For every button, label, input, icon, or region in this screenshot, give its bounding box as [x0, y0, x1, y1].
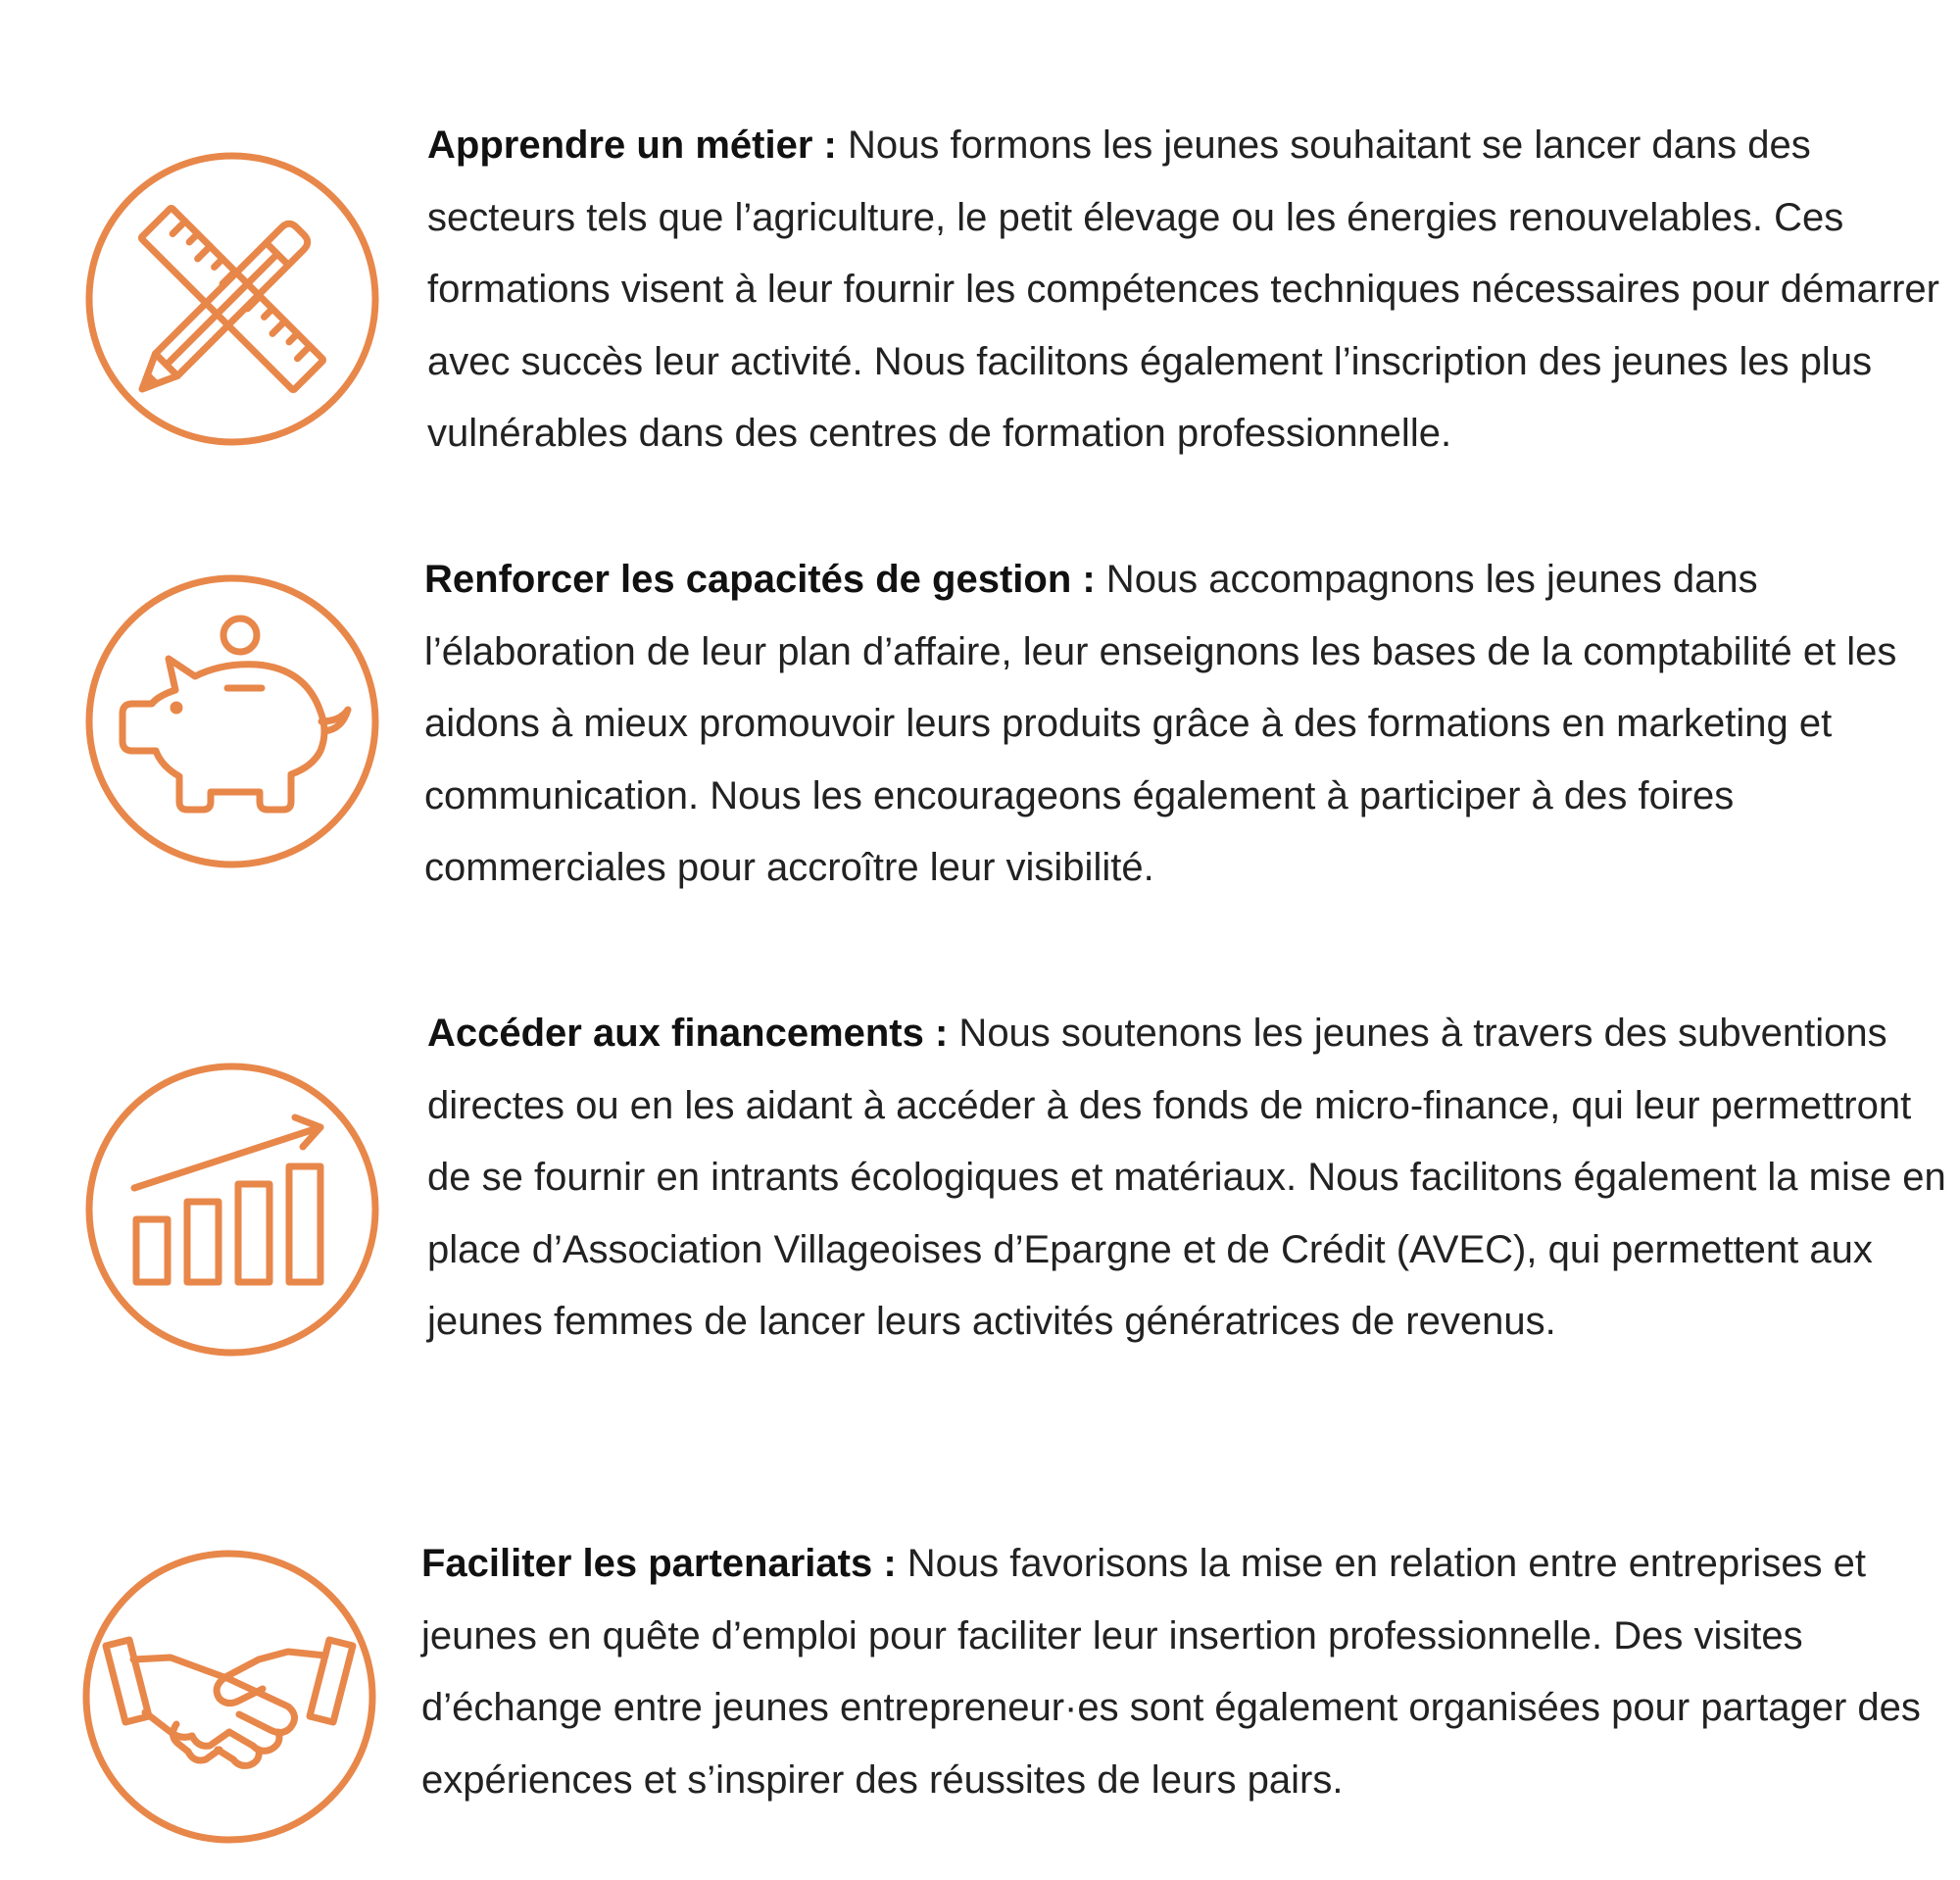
service-body: Nous soutenons les jeunes à travers des subventions directes ou en les aidant à accéder à des fonds de micro-finance, qui leur permettront de se fournir en intrants écologiques et matériaux. Nous facilitons également la mise en place d’Association Villageoises d’Epargne et de Crédit (AVEC), qui permettent aux jeunes femmes de lancer leurs activités génératrices de revenus. [427, 1012, 1946, 1343]
service-body: Nous formons les jeunes souhaitant se lancer dans des secteurs tels que l’agriculture, le petit élevage ou les énergies renouvelables. Ces formations visent à leur fournir les compétences techniques nécessaires pour démarrer avec succès leur activité. Nous facilitons également l’inscription des jeunes les plus vulnérables dans des centres de formation professionnelle. [427, 124, 1939, 455]
service-body: Nous accompagnons les jeunes dans l’élaboration de leur plan d’affaire, leur enseignons les bases de la comptabilité et les aidons à mieux promouvoir leurs produits grâce à des formations en marketing et communication. Nous les encourageons également à participer à des foires commerciales pour accroître leur visibilité. [424, 558, 1897, 889]
piggy-bank-icon [85, 574, 379, 868]
service-text-gestion [424, 544, 1956, 905]
growth-chart-icon [85, 1063, 379, 1357]
service-text-partenariats [421, 1528, 1956, 1816]
service-title: Renforcer les capacités de gestion : [424, 558, 1096, 601]
service-body: Nous favorisons la mise en relation entre entreprises et jeunes en quête d’emploi pour faciliter leur insertion professionnelle. Des visites d’échange entre jeunes entrepreneur·es sont également organisées pour partager des expériences et s’inspirer des réussites de leurs pairs. [421, 1542, 1921, 1802]
service-text-financements [427, 998, 1956, 1359]
service-title: Accéder aux financements : [427, 1012, 949, 1055]
service-title: Apprendre un métier : [427, 124, 837, 167]
service-text-apprendre [427, 110, 1956, 470]
handshake-icon [82, 1550, 376, 1844]
ruler-pencil-icon [85, 152, 379, 446]
service-title: Faciliter les partenariats : [421, 1542, 897, 1585]
